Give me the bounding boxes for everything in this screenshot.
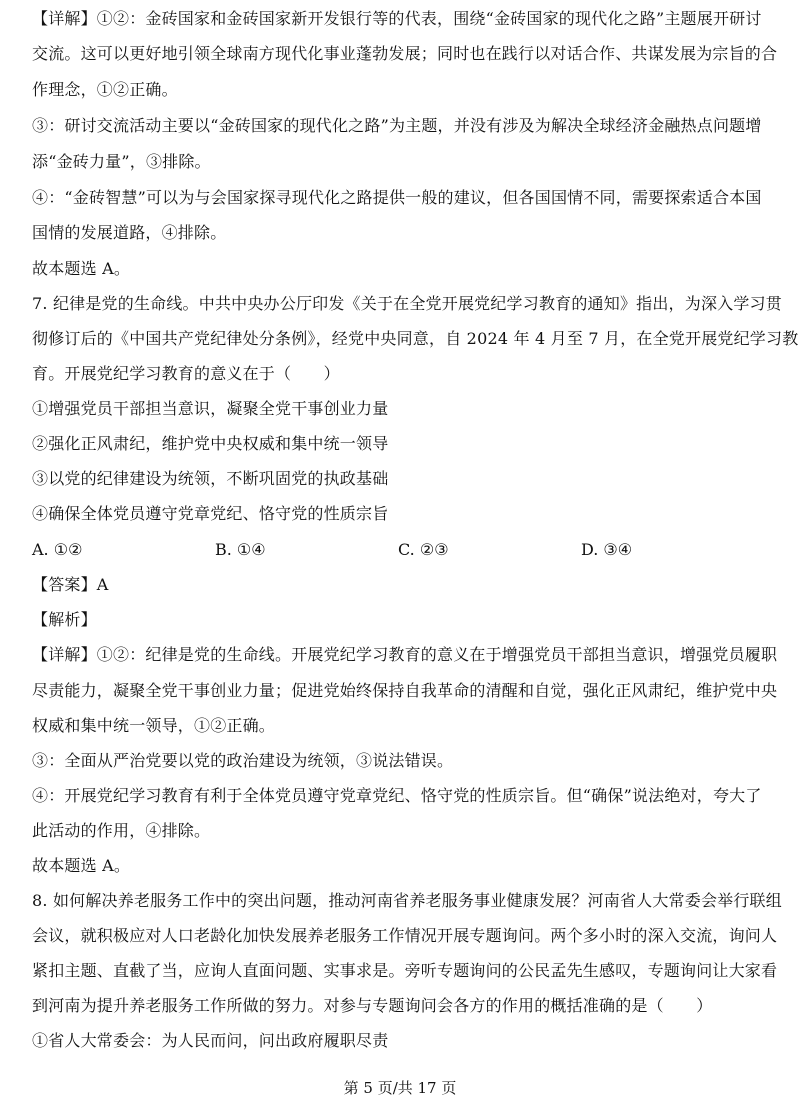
text-line: 故本题选 A。 — [32, 259, 131, 278]
text-line: ③：研讨交流活动主要以“金砖国家的现代化之路”为主题，并没有涉及为解决全球经济金融热点问题增 — [32, 116, 762, 135]
text-line: ④：“金砖智慧”可以为与会国家探寻现代化之路提供一般的建议，但各国国情不同，需要探索适合本国 — [32, 188, 762, 207]
text-line: 此活动的作用，④排除。 — [32, 821, 211, 840]
text-line: 添“金砖力量”，③排除。 — [32, 152, 211, 171]
question-8-stem: 紧扣主题、直截了当，应询人直面问题、实事求是。旁听专题询问的公民孟先生感叹，专题询问让大家看 — [32, 961, 778, 980]
text-line: 权威和集中统一领导，①②正确。 — [32, 716, 276, 735]
statement-item: ①增强党员干部担当意识，凝聚全党干事创业力量 — [32, 399, 389, 418]
statement-item: ③以党的纪律建设为统领，不断巩固党的执政基础 — [32, 469, 389, 488]
choice-b: B. ①④ — [215, 540, 266, 559]
text-line: ③：全面从严治党要以党的政治建设为统领，③说法错误。 — [32, 751, 454, 770]
question-7-stem: 彻修订后的《中国共产党纪律处分条例》，经党中央同意，自 2024 年 4 月至 7 月，在全党开展党纪学习教 — [32, 329, 799, 348]
choice-a: A. ①② — [32, 540, 83, 559]
choice-c: C. ②③ — [398, 540, 449, 559]
text-line: 【详解】①②：纪律是党的生命线。开展党纪学习教育的意义在于增强党员干部担当意识，增强党员履职 — [32, 645, 778, 664]
text-line: 尽责能力，凝聚全党干事创业力量；促进党始终保持自我革命的清醒和自觉，强化正风肃纪，维护党中央 — [32, 681, 778, 700]
question-8-stem: 8. 如何解决养老服务工作中的突出问题，推动河南省养老服务事业健康发展？河南省人大常委会举行联组 — [32, 891, 782, 910]
text-line: 国情的发展道路，④排除。 — [32, 223, 227, 242]
text-line: 故本题选 A。 — [32, 856, 131, 875]
analysis-label: 【解析】 — [32, 610, 97, 629]
question-8-stem: 会议，就积极应对人口老龄化加快发展养老服务工作情况开展专题询问。两个多小时的深入交流，询问人 — [32, 926, 778, 945]
statement-item: ①省人大常委会：为人民而问，问出政府履职尽责 — [32, 1031, 389, 1050]
question-8-stem: 到河南为提升养老服务工作所做的努力。对参与专题询问会各方的作用的概括准确的是（ ） — [32, 996, 713, 1015]
text-line: 【详解】①②：金砖国家和金砖国家新开发银行等的代表，围绕“金砖国家的现代化之路”主题展开研讨 — [32, 9, 762, 28]
answer-label: 【答案】A — [32, 575, 109, 594]
statement-item: ②强化正风肃纪，维护党中央权威和集中统一领导 — [32, 434, 389, 453]
text-line: 作理念，①②正确。 — [32, 80, 178, 99]
text-line: ④：开展党纪学习教育有利于全体党员遵守党章党纪、恪守党的性质宗旨。但“确保”说法绝对，夸大了 — [32, 786, 762, 805]
choice-d: D. ③④ — [581, 540, 633, 559]
question-7-stem: 7. 纪律是党的生命线。中共中央办公厅印发《关于在全党开展党纪学习教育的通知》指出，为深入学习贯 — [32, 294, 782, 313]
question-7-stem: 育。开展党纪学习教育的意义在于（ ） — [32, 364, 340, 383]
page-footer: 第 5 页/共 17 页 — [343, 1079, 457, 1097]
statement-item: ④确保全体党员遵守党章党纪、恪守党的性质宗旨 — [32, 504, 389, 523]
text-line: 交流。这可以更好地引领全球南方现代化事业蓬勃发展；同时也在践行以对话合作、共谋发展为宗旨的合 — [32, 44, 778, 63]
